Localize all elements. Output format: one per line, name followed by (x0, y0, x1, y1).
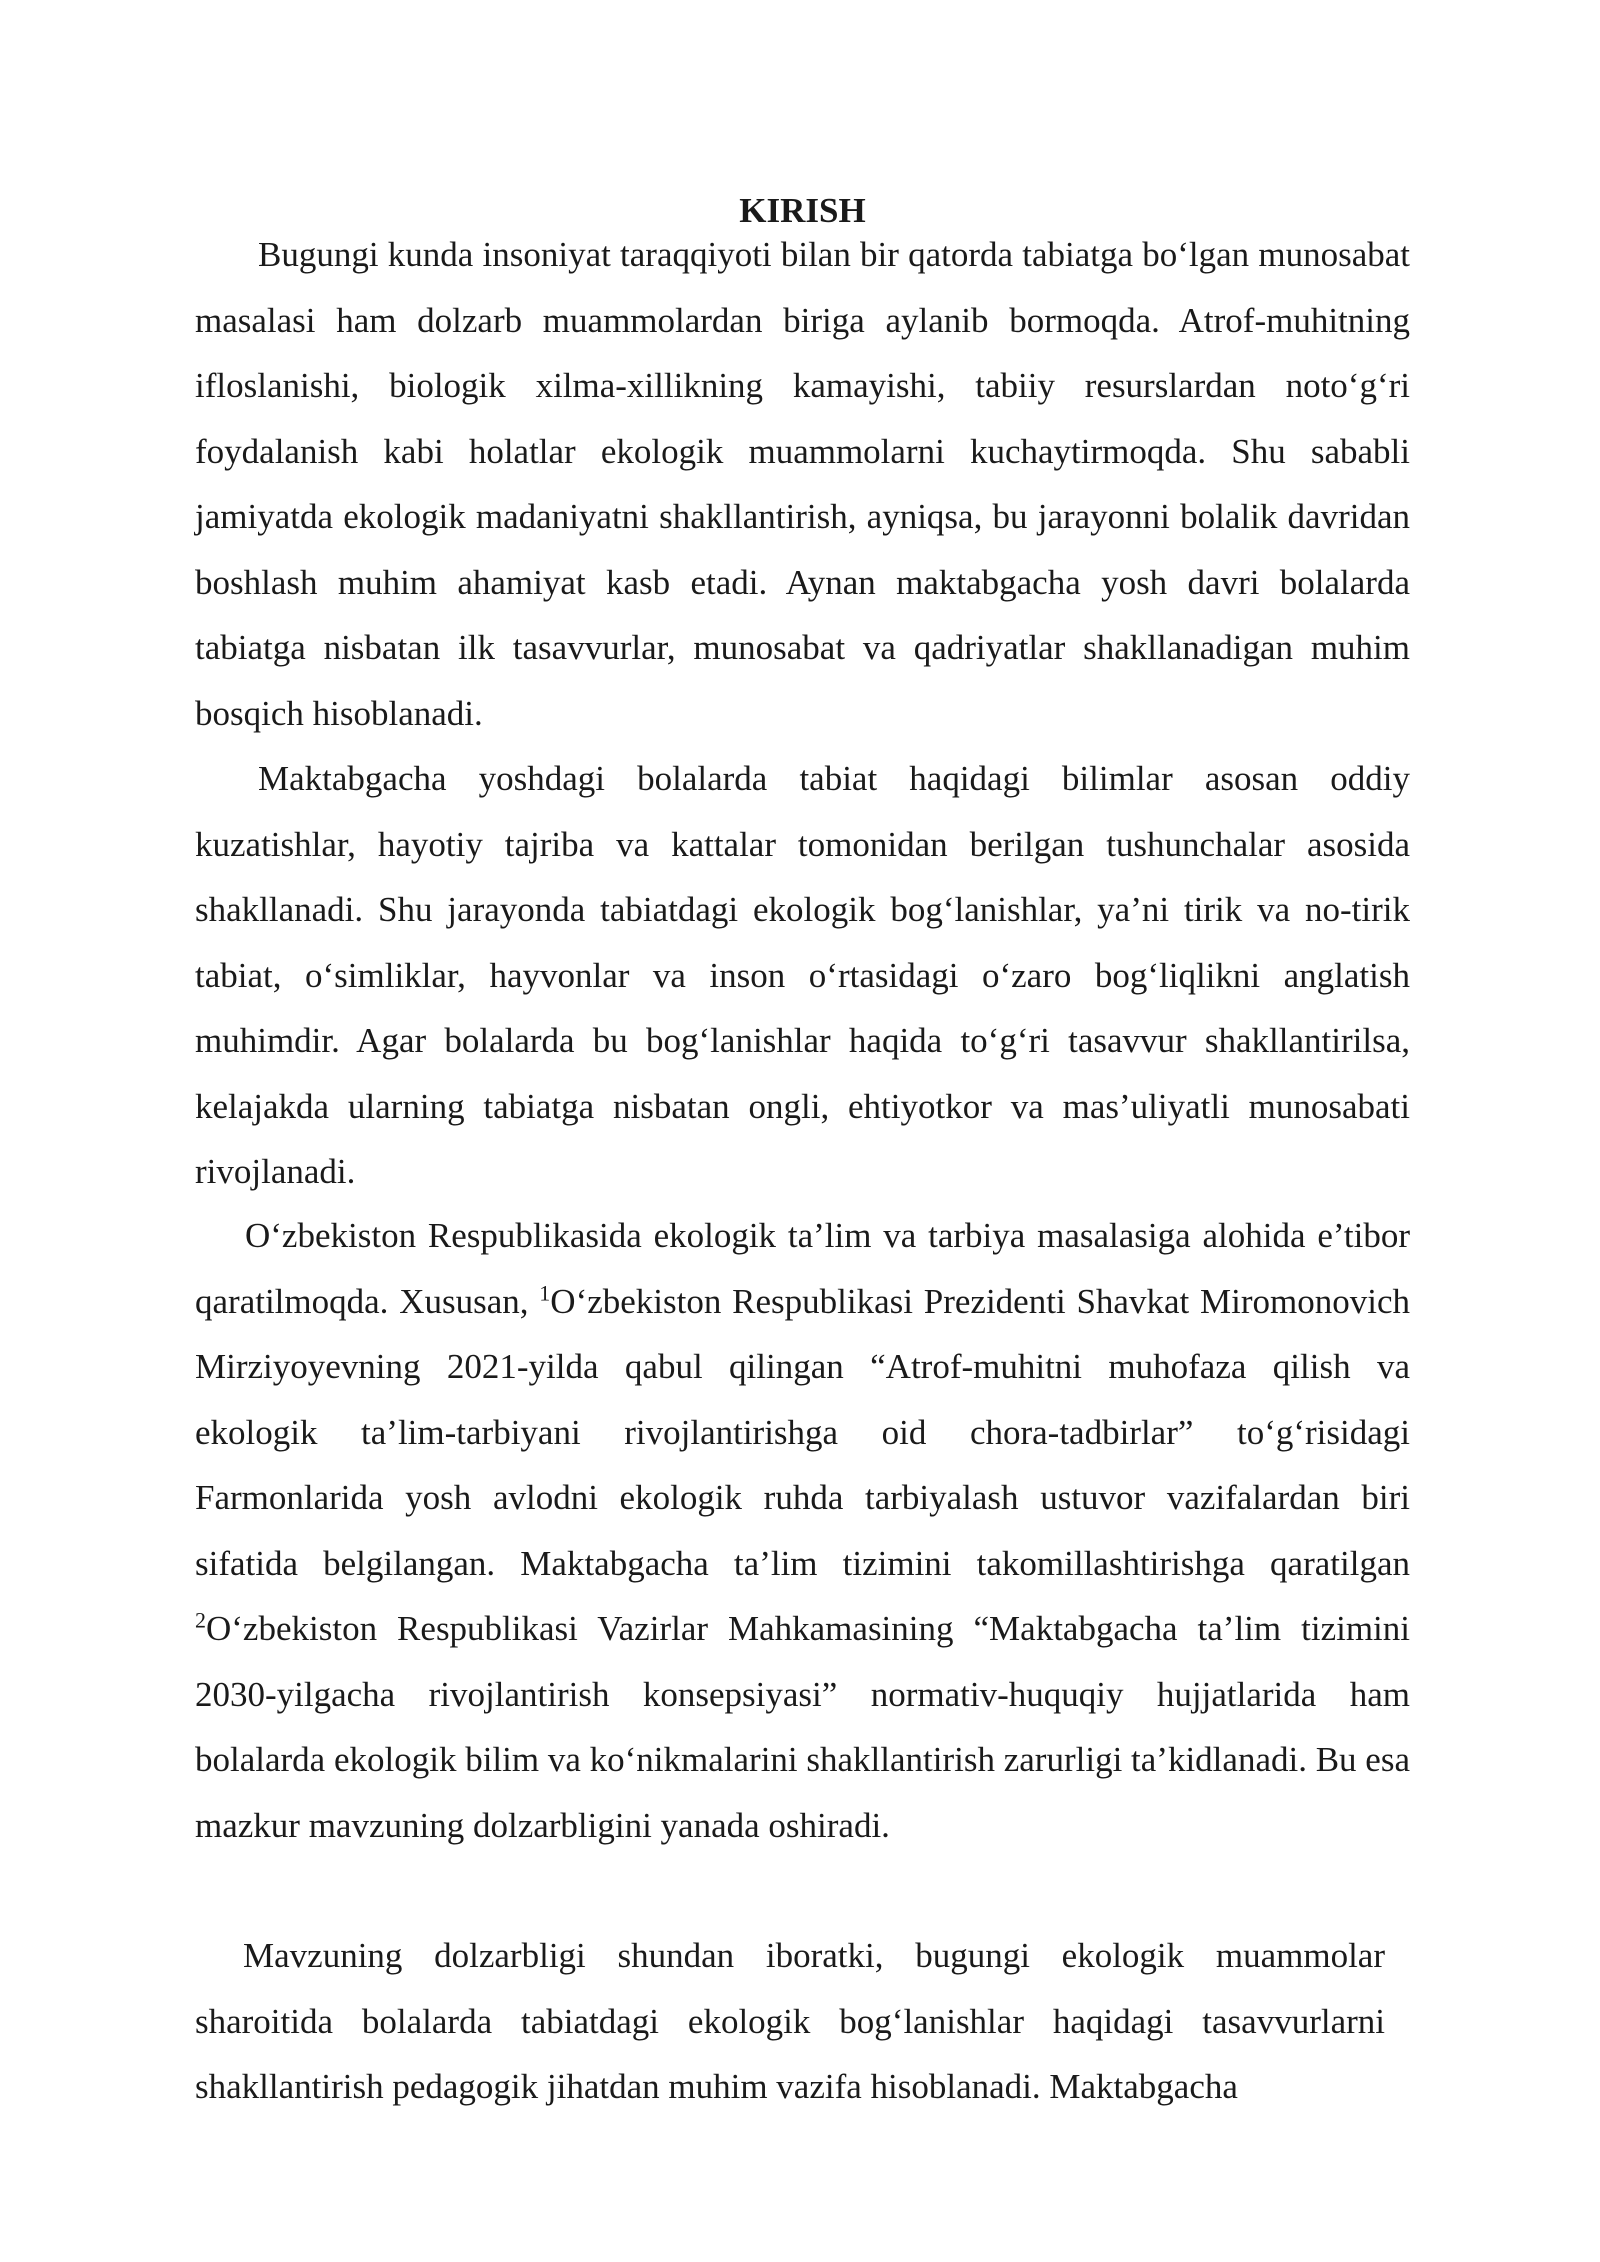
paragraph-relevance: Mavzuning dolzarbligi shundan iboratki, bugungi ekologik muammolar sharoitida bolalarda tabiatdagi ekologik bog‘lanishlar haqidagi tasavvurlarni shakllantirish pedagogik jihatdan muhim vazifa hisoblanadi. Maktabgacha (195, 1936, 1385, 2106)
section-heading: KIRISH (739, 191, 866, 230)
paragraph-preschool-knowledge: Maktabgacha yoshdagi bolalarda tabiat haqidagi bilimlar asosan oddiy kuzatishlar, hayotiy tajriba va kattalar tomonidan berilgan tushunchalar asosida shakllanadi. Shu jarayonda tabiatdagi ekologik bog‘lanishlar, ya’ni tirik va no-tirik tabiat, o‘simliklar, hayvonlar va inson o‘rtasidagi o‘zaro bog‘liqlikni anglatish muhimdir. Agar bolalarda bu bog‘lanishlar haqida to‘g‘ri tasavvur shakllantirilsa, kelajakda ularning tabiatga nisbatan ongli, ehtiyotkor va mas’uliyatli munosabati rivojlanadi. (195, 759, 1410, 1191)
paragraph-legal-basis (195, 1203, 1410, 1858)
footnote-marker: 1 (539, 1279, 551, 1305)
paragraph-text: O‘zbekiston Respublikasida ekologik ta’lim va tarbiya masalasiga alohida e’tibor qaratilmoqda. Xususan, (195, 1216, 1410, 1321)
paragraph-text: O‘zbekiston Respublikasi Prezidenti Shavkat Miromonovich Mirziyoyevning 2021-yilda qabul qilingan “Atrof-muhitni muhofaza qilish va ekologik ta’lim-tarbiyani rivojlantirishga oid chora-tadbirlar” to‘g‘risidagi Farmonlarida yosh avlodni ekologik ruhda tarbiyalash ustuvor vazifalardan biri sifatida belgilangan. Maktabgacha ta’lim tizimini takomillashtirishga qaratilgan (195, 1281, 1410, 1583)
footnote-marker: 2 (195, 1607, 206, 1633)
paragraph-intro: Bugungi kunda insoniyat taraqqiyoti bilan bir qatorda tabiatga bo‘lgan munosabat masalasi ham dolzarb muammolardan biriga aylanib bormoqda. Atrof-muhitning ifloslanishi, biologik xilma-xillikning kamayishi, tabiiy resurslardan noto‘g‘ri foydalanish kabi holatlar ekologik muammolarni kuchaytirmoqda. Shu sababli jamiyatda ekologik madaniyatni shakllantirish, ayniqsa, bu jarayonni bolalik davridan boshlash muhim ahamiyat kasb etadi. Aynan maktabgacha yosh davri bolalarda tabiatga nisbatan ilk tasavvurlar, munosabat va qadriyatlar shakllanadigan muhim bosqich hisoblanadi. (195, 235, 1410, 733)
paragraph-text: O‘zbekiston Respublikasi Vazirlar Mahkamasining “Maktabgacha ta’lim tizimini 2030-yilgacha rivojlantirish konsepsiyasi” normativ-huquqiy hujjatlarida ham bolalarda ekologik bilim va ko‘nikmalarini shakllantirish zarurligi ta’kidlanadi. Bu esa mazkur mavzuning dolzarbligini yanada oshiradi. (195, 1609, 1410, 1845)
